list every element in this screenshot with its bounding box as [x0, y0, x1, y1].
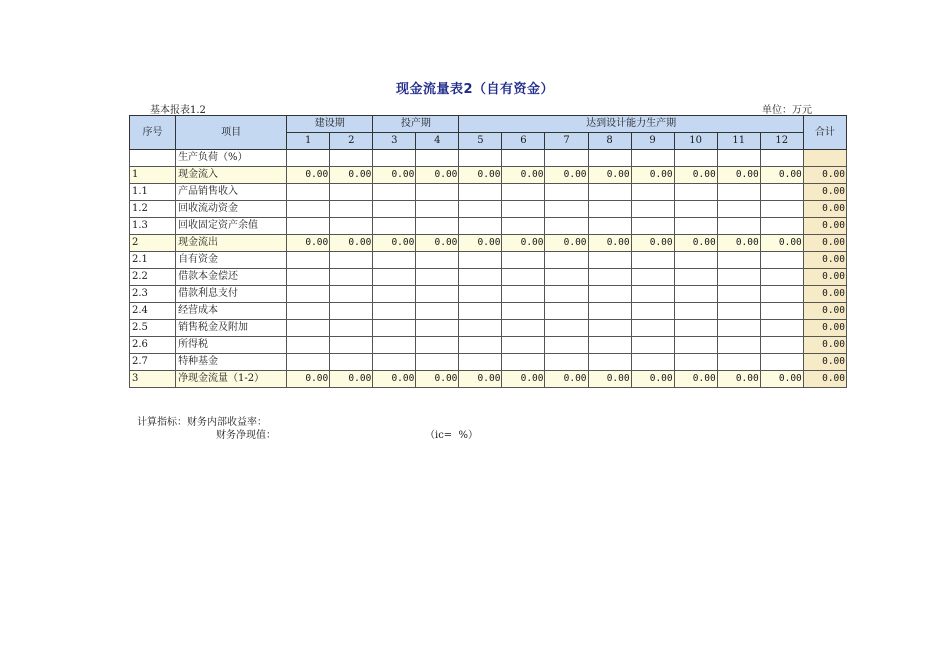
cell-value[interactable] [588, 218, 631, 235]
cell-value[interactable] [545, 303, 588, 320]
cell-total: 0.00 [803, 167, 846, 184]
cell-value[interactable] [373, 337, 416, 354]
cell-value[interactable]: 0.00 [760, 371, 803, 388]
cell-value[interactable] [502, 269, 545, 286]
cell-value[interactable] [373, 303, 416, 320]
cell-value[interactable] [330, 286, 373, 303]
report-number: 基本报表1.2 [150, 105, 206, 116]
header-year: 1 [287, 133, 330, 150]
cell-value[interactable] [717, 252, 760, 269]
npv-label: 财务净现值： [216, 430, 276, 441]
cell-value[interactable]: 0.00 [287, 235, 330, 252]
cell-total: 0.00 [803, 354, 846, 371]
cell-value[interactable]: 0.00 [717, 167, 760, 184]
cell-value[interactable] [416, 320, 459, 337]
table-row [130, 218, 847, 235]
cell-value[interactable] [760, 150, 803, 167]
header-year: 3 [373, 133, 416, 150]
header-operation: 投产期 [373, 116, 459, 133]
cell-value[interactable] [588, 337, 631, 354]
cell-value[interactable]: 0.00 [287, 371, 330, 388]
cell-value[interactable] [760, 201, 803, 218]
cell-value[interactable]: 0.00 [373, 371, 416, 388]
cell-value[interactable] [545, 184, 588, 201]
row-item: 销售税金及附加 [176, 320, 287, 337]
cell-value[interactable] [459, 337, 502, 354]
row-seq: 2.5 [130, 320, 176, 337]
cell-value[interactable] [459, 201, 502, 218]
unit-label: 单位：万元 [762, 105, 812, 116]
row-seq: 2.3 [130, 286, 176, 303]
cell-value[interactable] [674, 354, 717, 371]
cell-value[interactable] [674, 252, 717, 269]
cell-value[interactable] [459, 252, 502, 269]
cell-value[interactable] [459, 303, 502, 320]
cell-value[interactable]: 0.00 [674, 167, 717, 184]
cell-value[interactable] [459, 150, 502, 167]
cell-value[interactable] [760, 286, 803, 303]
cell-value[interactable] [330, 252, 373, 269]
cell-value[interactable] [588, 286, 631, 303]
cell-value[interactable] [373, 184, 416, 201]
cell-value[interactable] [545, 286, 588, 303]
cell-value[interactable] [717, 269, 760, 286]
cell-total: 0.00 [803, 184, 846, 201]
cell-value[interactable] [545, 269, 588, 286]
cell-value[interactable] [330, 303, 373, 320]
row-seq [130, 150, 176, 167]
cell-value[interactable]: 0.00 [588, 371, 631, 388]
cell-value[interactable]: 0.00 [588, 167, 631, 184]
cell-value[interactable] [459, 354, 502, 371]
header-year: 7 [545, 133, 588, 150]
cell-value[interactable] [373, 354, 416, 371]
row-item: 自有资金 [176, 252, 287, 269]
row-seq: 2.2 [130, 269, 176, 286]
cell-value[interactable] [631, 320, 674, 337]
cell-value[interactable] [373, 218, 416, 235]
cell-value[interactable] [674, 218, 717, 235]
cell-value[interactable] [717, 303, 760, 320]
cell-total: 0.00 [803, 320, 846, 337]
cell-value[interactable]: 0.00 [760, 167, 803, 184]
cell-value[interactable]: 0.00 [717, 371, 760, 388]
cell-value[interactable] [545, 320, 588, 337]
cell-value[interactable] [631, 201, 674, 218]
cell-total: 0.00 [803, 201, 846, 218]
cell-value[interactable] [287, 150, 330, 167]
cell-value[interactable] [545, 218, 588, 235]
cell-value[interactable] [373, 150, 416, 167]
cell-value[interactable] [330, 201, 373, 218]
cell-value[interactable] [717, 150, 760, 167]
cell-value[interactable] [674, 337, 717, 354]
table-row [130, 235, 847, 252]
row-item: 净现金流量（1-2） [176, 371, 287, 388]
cell-value[interactable] [545, 201, 588, 218]
cell-value[interactable] [330, 184, 373, 201]
cell-value[interactable] [674, 150, 717, 167]
cell-value[interactable]: 0.00 [330, 371, 373, 388]
row-item: 所得税 [176, 337, 287, 354]
cell-value[interactable] [287, 337, 330, 354]
row-seq: 1 [130, 167, 176, 184]
cell-value[interactable] [717, 354, 760, 371]
header-total: 合计 [803, 116, 846, 150]
cell-value[interactable]: 0.00 [502, 235, 545, 252]
cell-value[interactable] [373, 320, 416, 337]
row-item: 借款本金偿还 [176, 269, 287, 286]
cell-value[interactable] [416, 218, 459, 235]
cell-value[interactable] [502, 286, 545, 303]
cell-value[interactable]: 0.00 [373, 235, 416, 252]
cell-value[interactable] [416, 354, 459, 371]
cell-value[interactable] [373, 286, 416, 303]
cell-value[interactable] [287, 286, 330, 303]
cell-value[interactable]: 0.00 [545, 235, 588, 252]
cell-value[interactable] [631, 184, 674, 201]
cell-value[interactable] [545, 150, 588, 167]
cash-flow-table [129, 115, 847, 388]
cell-value[interactable]: 0.00 [674, 371, 717, 388]
cell-value[interactable]: 0.00 [717, 235, 760, 252]
row-item: 经营成本 [176, 303, 287, 320]
table-row [130, 201, 847, 218]
cell-value[interactable] [287, 354, 330, 371]
cell-value[interactable] [330, 218, 373, 235]
cell-value[interactable] [545, 337, 588, 354]
cell-value[interactable] [717, 337, 760, 354]
cell-value[interactable]: 0.00 [416, 371, 459, 388]
header-year: 2 [330, 133, 373, 150]
cell-value[interactable] [545, 354, 588, 371]
cell-value[interactable] [717, 320, 760, 337]
cell-value[interactable] [373, 252, 416, 269]
cell-value[interactable] [287, 320, 330, 337]
table-row [130, 354, 847, 371]
cell-value[interactable]: 0.00 [545, 371, 588, 388]
cell-value[interactable] [502, 303, 545, 320]
calc-indicators [137, 416, 479, 442]
cell-value[interactable] [416, 269, 459, 286]
cell-value[interactable] [631, 218, 674, 235]
cell-value[interactable]: 0.00 [330, 167, 373, 184]
header-design-capacity: 达到设计能力生产期 [459, 116, 803, 133]
cell-value[interactable] [502, 184, 545, 201]
cell-total: 0.00 [803, 303, 846, 320]
cell-value[interactable] [717, 201, 760, 218]
table-row [130, 252, 847, 269]
cell-value[interactable] [631, 286, 674, 303]
cell-value[interactable] [459, 184, 502, 201]
cell-value[interactable] [330, 354, 373, 371]
cell-value[interactable] [502, 252, 545, 269]
table-row [130, 150, 847, 167]
cell-value[interactable]: 0.00 [674, 235, 717, 252]
row-item: 借款利息支付 [176, 286, 287, 303]
row-seq: 2.4 [130, 303, 176, 320]
header-seq: 序号 [130, 116, 176, 150]
cell-value[interactable] [330, 337, 373, 354]
cell-value[interactable] [717, 286, 760, 303]
cell-total: 0.00 [803, 371, 846, 388]
row-seq: 1.2 [130, 201, 176, 218]
cell-value[interactable]: 0.00 [631, 167, 674, 184]
row-item: 产品销售收入 [176, 184, 287, 201]
cell-value[interactable] [674, 303, 717, 320]
cell-total: 0.00 [803, 218, 846, 235]
cell-value[interactable] [674, 269, 717, 286]
cell-value[interactable] [674, 320, 717, 337]
cell-total: 0.00 [803, 235, 846, 252]
cell-value[interactable] [760, 320, 803, 337]
cell-value[interactable]: 0.00 [545, 167, 588, 184]
cell-value[interactable] [287, 201, 330, 218]
cell-value[interactable]: 0.00 [373, 167, 416, 184]
cell-value[interactable] [287, 218, 330, 235]
header-construction: 建设期 [287, 116, 373, 133]
cell-value[interactable] [760, 252, 803, 269]
ic-label: （ic= %） [425, 430, 479, 441]
cell-value[interactable] [287, 269, 330, 286]
table-row [130, 286, 847, 303]
cell-value[interactable] [373, 201, 416, 218]
header-year: 9 [631, 133, 674, 150]
header-item: 项目 [176, 116, 287, 150]
cell-value[interactable] [373, 269, 416, 286]
cell-value[interactable]: 0.00 [631, 371, 674, 388]
cell-value[interactable]: 0.00 [631, 235, 674, 252]
header-year: 12 [760, 133, 803, 150]
row-seq: 3 [130, 371, 176, 388]
row-seq: 2 [130, 235, 176, 252]
cell-value[interactable] [330, 150, 373, 167]
row-item: 特种基金 [176, 354, 287, 371]
cell-value[interactable] [760, 269, 803, 286]
cell-value[interactable]: 0.00 [502, 371, 545, 388]
cell-value[interactable] [631, 150, 674, 167]
cell-value[interactable] [459, 218, 502, 235]
cell-value[interactable] [287, 303, 330, 320]
row-item: 现金流入 [176, 167, 287, 184]
row-seq: 2.7 [130, 354, 176, 371]
cell-value[interactable] [287, 184, 330, 201]
cell-value[interactable] [502, 337, 545, 354]
cell-value[interactable] [588, 303, 631, 320]
cell-value[interactable] [717, 218, 760, 235]
cell-value[interactable] [588, 150, 631, 167]
row-item: 生产负荷（%） [176, 150, 287, 167]
cell-value[interactable] [502, 201, 545, 218]
table-row [130, 184, 847, 201]
table-row [130, 269, 847, 286]
row-seq: 1.1 [130, 184, 176, 201]
cell-total: 0.00 [803, 269, 846, 286]
cell-value[interactable]: 0.00 [459, 167, 502, 184]
row-item: 回收固定资产余值 [176, 218, 287, 235]
table-row [130, 337, 847, 354]
cell-value[interactable]: 0.00 [287, 167, 330, 184]
cell-value[interactable] [416, 201, 459, 218]
cell-value[interactable] [588, 320, 631, 337]
cell-value[interactable] [674, 184, 717, 201]
cell-value[interactable] [459, 286, 502, 303]
header-year: 11 [717, 133, 760, 150]
cell-value[interactable]: 0.00 [416, 167, 459, 184]
cell-value[interactable] [502, 320, 545, 337]
table-row [130, 167, 847, 184]
cell-value[interactable] [631, 269, 674, 286]
row-seq: 2.6 [130, 337, 176, 354]
cell-value[interactable] [588, 201, 631, 218]
cell-value[interactable] [631, 337, 674, 354]
cell-value[interactable]: 0.00 [760, 235, 803, 252]
row-item: 回收流动资金 [176, 201, 287, 218]
cell-total: 0.00 [803, 337, 846, 354]
cell-value[interactable]: 0.00 [416, 235, 459, 252]
cell-total [803, 150, 846, 167]
page-title: 现金流量表2（自有资金） [395, 82, 555, 97]
cell-value[interactable] [459, 320, 502, 337]
cell-value[interactable] [760, 184, 803, 201]
cell-value[interactable] [287, 252, 330, 269]
cell-total: 0.00 [803, 286, 846, 303]
cell-value[interactable] [416, 150, 459, 167]
cell-value[interactable] [416, 337, 459, 354]
header-year: 10 [674, 133, 717, 150]
cell-value[interactable] [416, 184, 459, 201]
cell-value[interactable] [588, 252, 631, 269]
cell-total: 0.00 [803, 252, 846, 269]
header-year: 6 [502, 133, 545, 150]
cell-value[interactable] [674, 201, 717, 218]
cell-value[interactable] [588, 184, 631, 201]
cell-value[interactable]: 0.00 [588, 235, 631, 252]
cell-value[interactable] [330, 320, 373, 337]
cell-value[interactable] [502, 150, 545, 167]
cell-value[interactable] [631, 354, 674, 371]
table-row [130, 320, 847, 337]
cell-value[interactable] [545, 252, 588, 269]
cell-value[interactable] [631, 252, 674, 269]
cell-value[interactable] [760, 303, 803, 320]
table-row [130, 371, 847, 388]
cell-value[interactable] [760, 337, 803, 354]
cell-value[interactable] [416, 252, 459, 269]
table-body [130, 150, 847, 388]
cell-value[interactable] [717, 184, 760, 201]
header-year: 5 [459, 133, 502, 150]
cell-value[interactable]: 0.00 [459, 235, 502, 252]
cell-value[interactable]: 0.00 [502, 167, 545, 184]
cell-value[interactable] [502, 218, 545, 235]
cell-value[interactable] [588, 354, 631, 371]
cell-value[interactable] [760, 354, 803, 371]
table-row [130, 303, 847, 320]
irr-label: 计算指标：财务内部收益率： [137, 417, 267, 428]
header-year: 8 [588, 133, 631, 150]
header-year: 4 [416, 133, 459, 150]
cell-value[interactable] [588, 269, 631, 286]
cell-value[interactable] [631, 303, 674, 320]
row-seq: 1.3 [130, 218, 176, 235]
cell-value[interactable] [760, 218, 803, 235]
row-item: 现金流出 [176, 235, 287, 252]
cell-value[interactable] [459, 269, 502, 286]
cell-value[interactable]: 0.00 [459, 371, 502, 388]
row-seq: 2.1 [130, 252, 176, 269]
cell-value[interactable] [674, 286, 717, 303]
cell-value[interactable] [502, 354, 545, 371]
cell-value[interactable] [330, 269, 373, 286]
cell-value[interactable]: 0.00 [330, 235, 373, 252]
cell-value[interactable] [416, 286, 459, 303]
cell-value[interactable] [416, 303, 459, 320]
